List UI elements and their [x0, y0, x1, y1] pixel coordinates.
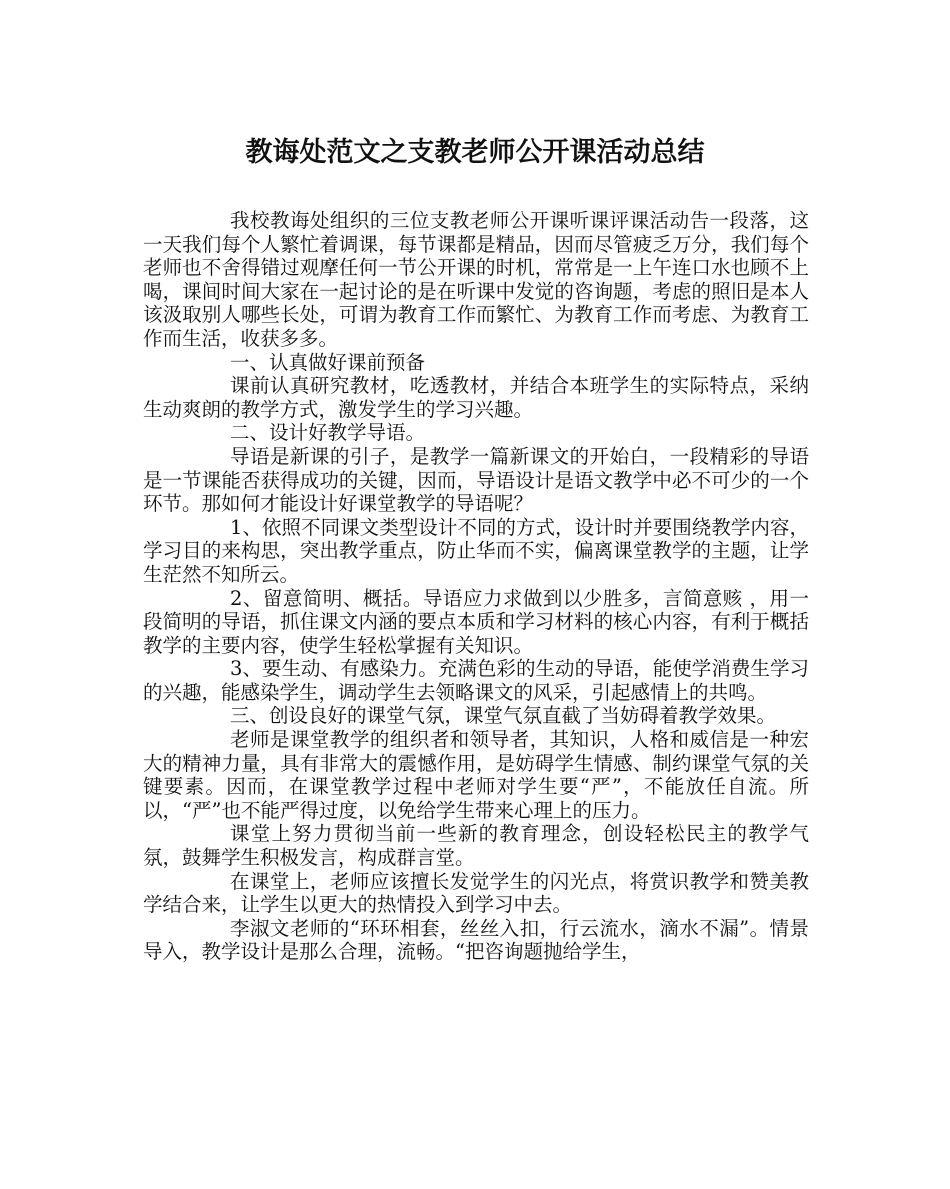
paragraph: 导语是新课的引子，是教学一篇新课文的开始白，一段精彩的导语是一节课能否获得成功的关键，因而，导语设计是语文教学中必不可少的一个环节。那如何才能设计好课堂教学的导语呢？ — [143, 444, 809, 516]
list-item-1: 1、依照不同课文类型设计不同的方式，设计时并要围绕教学内容，学习目的来构思，突出教学重点，防止华而不实，偏离课堂教学的主题，让学生茫然不知所云。 — [143, 515, 809, 586]
document-title: 教诲处范文之支教老师公开课活动总结 — [245, 137, 705, 168]
paragraph: 课堂上努力贯彻当前一些新的教育理念，创设轻松民主的教学气氛，鼓舞学生积极发言，构成群言堂。 — [143, 822, 809, 870]
section-heading-2: 二、设计好教学导语。 — [230, 421, 426, 445]
paragraph-intro: 我校教诲处组织的三位支教老师公开课听课评课活动告一段落，这一天我们每个人繁忙着调课，每节课都是精品，因而尽管疲乏万分，我们每个老师也不舍得错过观摩任何一节公开课的时机，常常是一上午连口水也顾不上喝，课间时间大家在一起讨论的是在听课中发觉的咨询题，考虑的照旧是本人该汲取别人哪些长处，可谓为教育工作而繁忙、为教育工作而考虑、为教育工作而生活，收获多多。 — [143, 209, 809, 350]
list-item-3: 3、要生动、有感染力。充满色彩的生动的导语，能使学消费生学习的兴趣，能感染学生，调动学生去领略课文的风采，引起感情上的共鸣。 — [143, 657, 809, 704]
section-heading-3: 三、创设良好的课堂气氛，课堂气氛直截了当妨碍着教学效果。 — [230, 704, 777, 728]
paragraph: 老师是课堂教学的组织者和领导者，其知识，人格和威信是一种宏大的精神力量，具有非常大的震憾作用，是妨碍学生情感、制约课堂气氛的关键要素。因而，在课堂教学过程中老师对学生要“严”，不能放任自流。所以，“严”也不能严得过度，以免给学生带来心理上的压力。 — [143, 728, 809, 822]
paragraph: 在课堂上，老师应该擅长发觉学生的闪光点，将赏识教学和赞美教学结合来，让学生以更大的热情投入到学习中去。 — [143, 869, 809, 917]
paragraph: 李淑文老师的“环环相套，丝丝入扣，行云流水，滴水不漏”。情景导入，教学设计是那么合理，流畅。“把咨询题抛给学生， — [143, 916, 809, 964]
document-body — [143, 209, 809, 964]
section-heading-1: 一、认真做好课前预备 — [230, 350, 426, 374]
paragraph: 课前认真研究教材，吃透教材，并结合本班学生的实际特点，采纳生动爽朗的教学方式，激发学生的学习兴趣。 — [143, 374, 809, 421]
list-item-2: 2、留意简明、概括。导语应力求做到以少胜多，言简意赅 ，用一段简明的导语，抓住课文内涵的要点本质和学习材料的核心内容，有利于概括教学的主要内容，使学生轻松掌握有关知识。 — [143, 586, 809, 657]
